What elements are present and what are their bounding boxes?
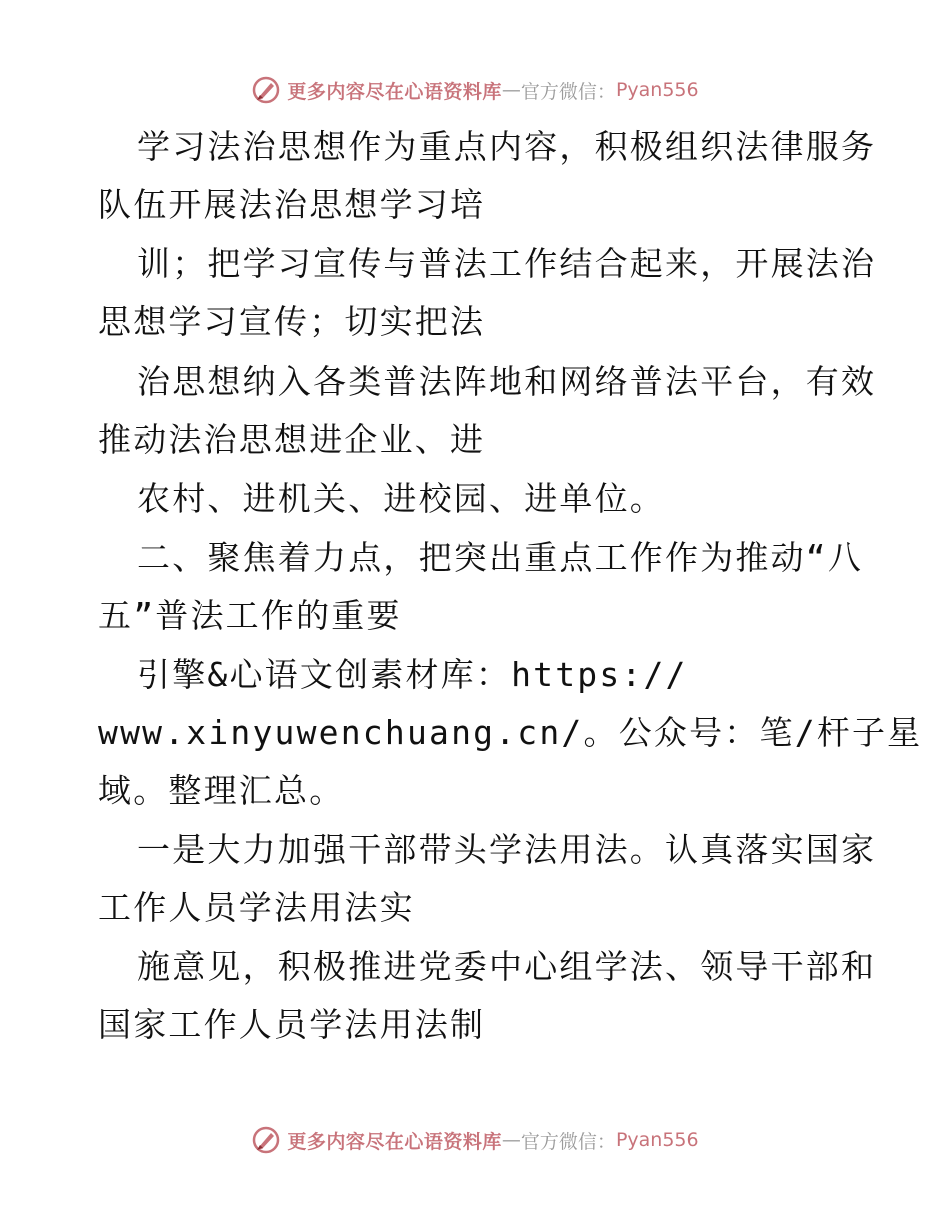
text-line-7: 农村、进机关、进校园、进单位。 [137, 479, 665, 518]
text-line-5: 治思想纳入各类普法阵地和网络普法平台，有效 [137, 362, 877, 401]
text-line-2: 队伍开展法治思想学习培 [98, 185, 486, 224]
text-line-9: 五”普法工作的重要 [98, 596, 402, 635]
text-line-4: 思想学习宣传；切实把法 [98, 302, 486, 341]
text-line-10: 引擎&心语文创素材库：https:// [137, 655, 688, 694]
banner-dash: — [501, 79, 521, 101]
banner-brand: 更多内容尽在心语资料库 [287, 80, 502, 103]
header-banner [0, 70, 950, 110]
banner-dash: — [501, 1129, 521, 1151]
text-line-13: 一是大力加强干部带头学法用法。认真落实国家 [137, 830, 877, 869]
pen-circle-logo-icon [251, 1125, 281, 1155]
text-line-1: 学习法治思想作为重点内容，积极组织法律服务 [137, 127, 877, 166]
text-line-14: 工作人员学法用法实 [98, 888, 415, 927]
banner-wechat-label: 官方微信： [520, 1130, 616, 1153]
text-line-3: 训；把学习宣传与普法工作结合起来，开展法治 [137, 244, 877, 283]
banner-brand: 更多内容尽在心语资料库 [287, 1130, 502, 1153]
text-line-8: 二、聚焦着力点，把突出重点工作作为推动“八 [137, 538, 864, 577]
text-line-6: 推动法治思想进企业、进 [98, 420, 486, 459]
text-line-16: 国家工作人员学法用法制 [98, 1005, 486, 1044]
banner-wechat-label: 官方微信： [520, 80, 616, 103]
pen-circle-logo-icon [251, 75, 281, 105]
footer-banner [0, 1120, 950, 1160]
banner-wechat-id: Pyan556 [615, 79, 699, 101]
banner-wechat-id: Pyan556 [615, 1129, 699, 1151]
text-line-15: 施意见，积极推进党委中心组学法、领导干部和 [137, 947, 877, 986]
text-line-11: www.xinyuwenchuang.cn/。公众号：笔/杆子星 [98, 713, 923, 752]
text-line-12: 域。整理汇总。 [98, 771, 345, 810]
